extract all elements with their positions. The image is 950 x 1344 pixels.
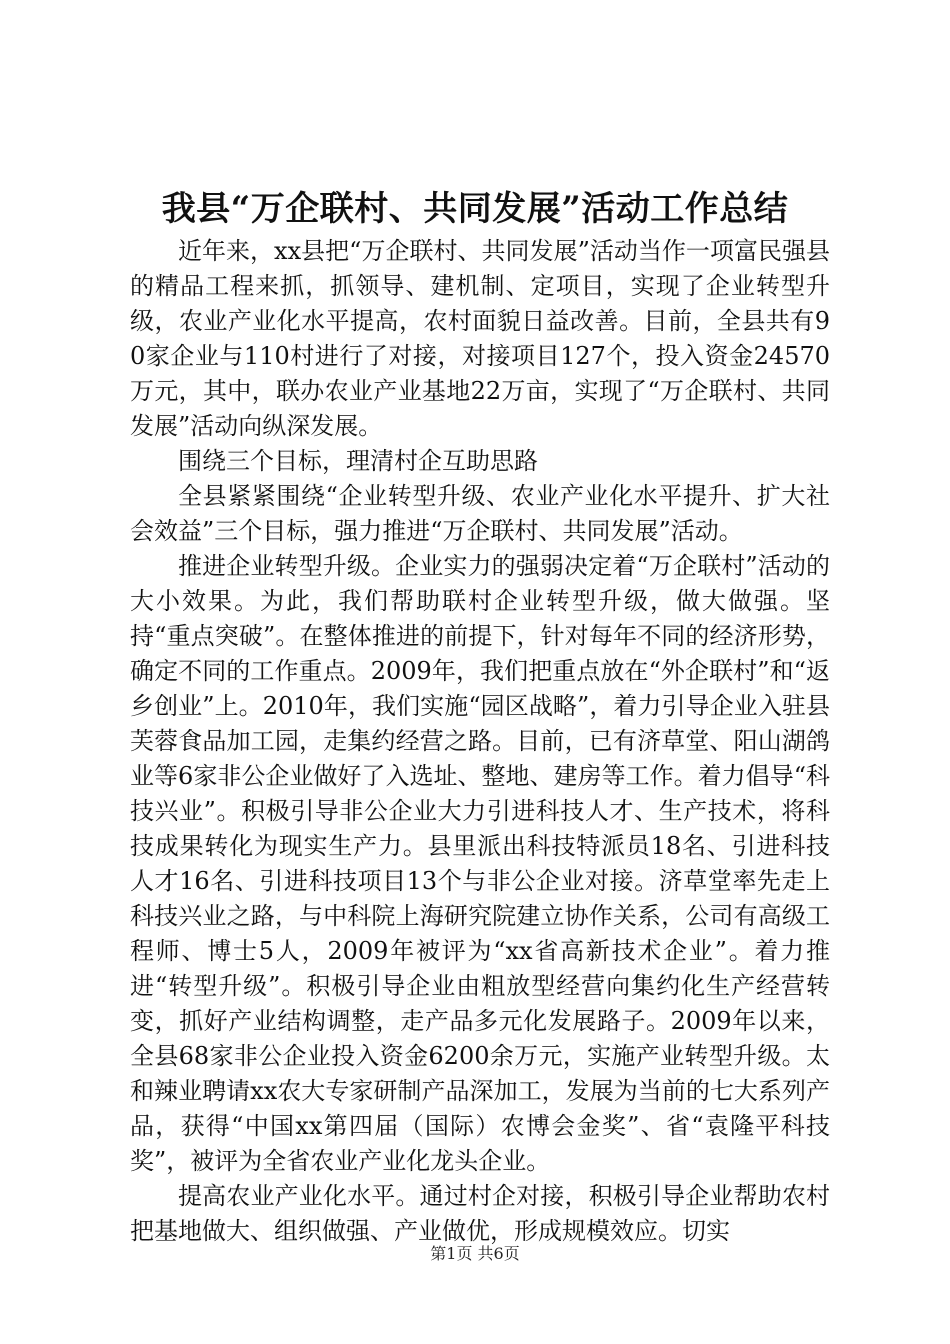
paragraph-intro: 近年来，xx县把“万企联村、共同发展”活动当作一项富民强县的精品工程来抓，抓领导、建机制、定项目，实现了企业转型升级，农业产业化水平提高，农村面貌日益改善。目前，全县共有90家企业与110村进行了对接，对接项目127个，投入资金24570万元，其中，联办农业产业基地22万亩，实现了“万企联村、共同发展”活动向纵深发展。	[130, 237, 830, 440]
section-heading: 围绕三个目标，理清村企互助思路	[178, 447, 538, 475]
paragraph-goals: 全县紧紧围绕“企业转型升级、农业产业化水平提升、扩大社会效益”三个目标，强力推进“万企联村、共同发展”活动。	[130, 482, 830, 545]
paragraph-enterprise-upgrade: 推进企业转型升级。企业实力的强弱决定着“万企联村”活动的大小效果。为此，我们帮助联村企业转型升级，做大做强。坚持“重点突破”。在整体推进的前提下，针对每年不同的经济形势，确定不同的工作重点。2009年，我们把重点放在“外企联村”和“返乡创业”上。2010年，我们实施“园区战略”，着力引导企业入驻县芙蓉食品加工园，走集约经营之路。目前，已有济草堂、阳山湖鸽业等6家非公企业做好了入选址、整地、建房等工作。着力倡导“科技兴业”。积极引导非公企业大力引进科技人才、生产技术，将科技成果转化为现实生产力。县里派出科技特派员18名、引进科技人才16名、引进科技项目13个与非公企业对接。济草堂率先走上科技兴业之路，与中科院上海研究院建立协作关系，公司有高级工程师、博士5人，2009年被评为“xx省高新技术企业”。着力推进“转型升级”。积极引导企业由粗放型经营向集约化生产经营转变，抓好产业结构调整，走产品多元化发展路子。2009年以来，全县68家非公企业投入资金6200余万元，实施产业转型升级。太和辣业聘请xx农大专家研制产品深加工，发展为当前的七大系列产品，获得“中国xx第四届（国际）农博会金奖”、省“袁隆平科技奖”，被评为全省农业产业化龙头企业。	[130, 552, 830, 1175]
document-title: 我县“万企联村、共同发展”活动工作总结	[161, 189, 789, 229]
paragraph-agriculture: 提高农业产业化水平。通过村企对接，积极引导企业帮助农村把基地做大、组织做强、产业做优，形成规模效应。切实	[130, 1182, 830, 1245]
page-footer: 第1页 共6页	[430, 1244, 520, 1263]
document-body	[130, 234, 830, 1249]
